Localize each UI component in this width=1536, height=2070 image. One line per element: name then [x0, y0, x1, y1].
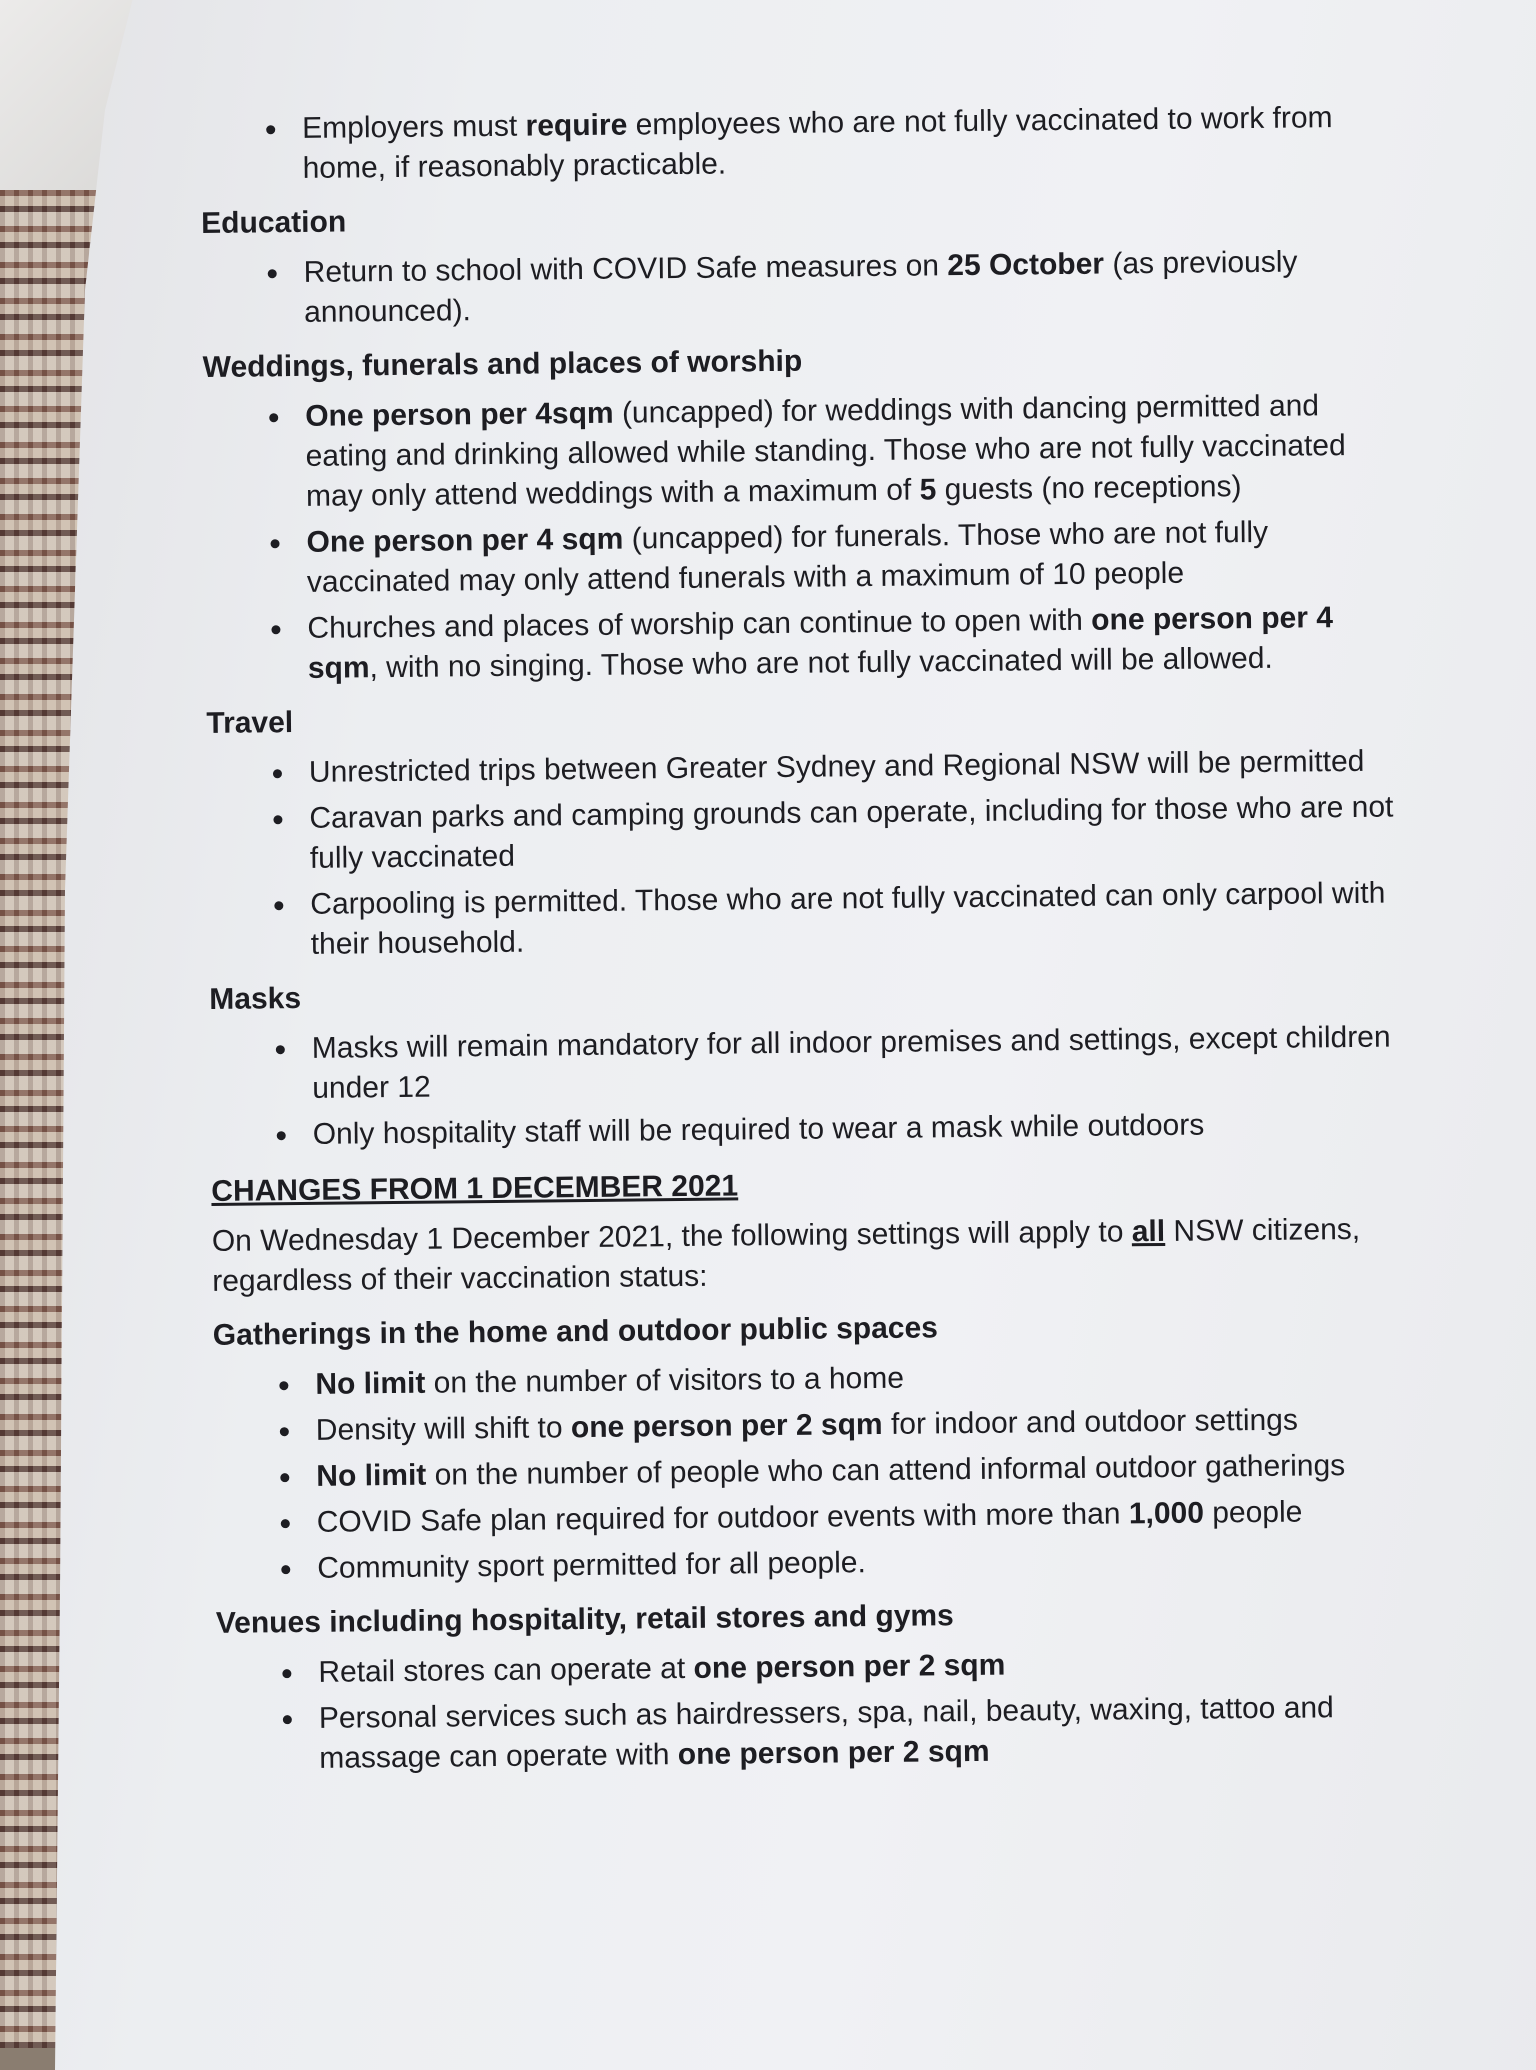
- section-heading-weddings: Weddings, funerals and places of worship: [202, 344, 803, 384]
- section-heading-gatherings: Gatherings in the home and outdoor public spaces: [212, 1311, 939, 1352]
- list-item: • Masks will remain mandatory for all indoor premises and settings, except children under 12: [300, 1017, 1411, 1109]
- list-item: • Retail stores can operate at one person per 2 sqm: [306, 1641, 1416, 1693]
- intro-list: [200, 97, 1401, 190]
- list-item: • Community sport permitted for all people.: [305, 1537, 1415, 1589]
- list-item: • Churches and places of worship can continue to open with one person per 4 sqm, with no singing. Those who are not fully vaccinated will be allowed.: [295, 597, 1406, 689]
- list-item: • One person per 4 sqm (uncapped) for funerals. Those who are not fully vaccinated may only attend funerals with a maximum of 10 people: [294, 511, 1405, 603]
- document-body: [200, 97, 1418, 1791]
- travel-list: [207, 741, 1409, 966]
- list-item: • No limit on the number of visitors to a home: [303, 1353, 1413, 1405]
- section-heading-travel: Travel: [206, 706, 294, 740]
- list-item: • COVID Safe plan required for outdoor events with more than 1,000 people: [305, 1491, 1415, 1543]
- gatherings-list: [213, 1353, 1415, 1590]
- changes-paragraph: On Wednesday 1 December 2021, the following settings will apply to all NSW citizens, regardless of their vaccination status:: [211, 1212, 1361, 1298]
- education-list: [202, 241, 1403, 334]
- list-item: • Personal services such as hairdressers, spa, nail, beauty, waxing, tattoo and massage can operate with one person per 2 sqm: [307, 1687, 1418, 1779]
- list-item: • Caravan parks and camping grounds can operate, including for those who are not fully vaccinated: [297, 787, 1408, 879]
- masks-list: [210, 1017, 1411, 1156]
- list-item: • One person per 4sqm (uncapped) for weddings with dancing permitted and eating and drinking allowed while standing. Those who are not fully vaccinated may only attend weddings with a maximum of 5 guests (no receptions): [293, 385, 1404, 517]
- section-heading-masks: Masks: [209, 981, 302, 1016]
- venues-list: [216, 1641, 1417, 1780]
- section-heading-education: Education: [201, 205, 347, 240]
- weddings-list: [203, 385, 1406, 690]
- list-item: • Employers must require employees who are not fully vaccinated to work from home, if reasonably practicable.: [290, 97, 1401, 189]
- list-item: • Return to school with COVID Safe measures on 25 October (as previously announced).: [292, 241, 1403, 333]
- changes-heading: CHANGES FROM 1 DECEMBER 2021: [211, 1169, 739, 1208]
- list-item: • Carpooling is permitted. Those who are not fully vaccinated can only carpool with their household.: [298, 873, 1409, 965]
- list-item: • Only hospitality staff will be required to wear a mask while outdoors: [301, 1103, 1411, 1155]
- section-heading-venues: Venues including hospitality, retail stores and gyms: [215, 1599, 954, 1640]
- list-item: • Density will shift to one person per 2 sqm for indoor and outdoor settings: [304, 1399, 1414, 1451]
- list-item: • Unrestricted trips between Greater Sydney and Regional NSW will be permitted: [297, 741, 1407, 793]
- list-item: • No limit on the number of people who can attend informal outdoor gatherings: [304, 1445, 1414, 1497]
